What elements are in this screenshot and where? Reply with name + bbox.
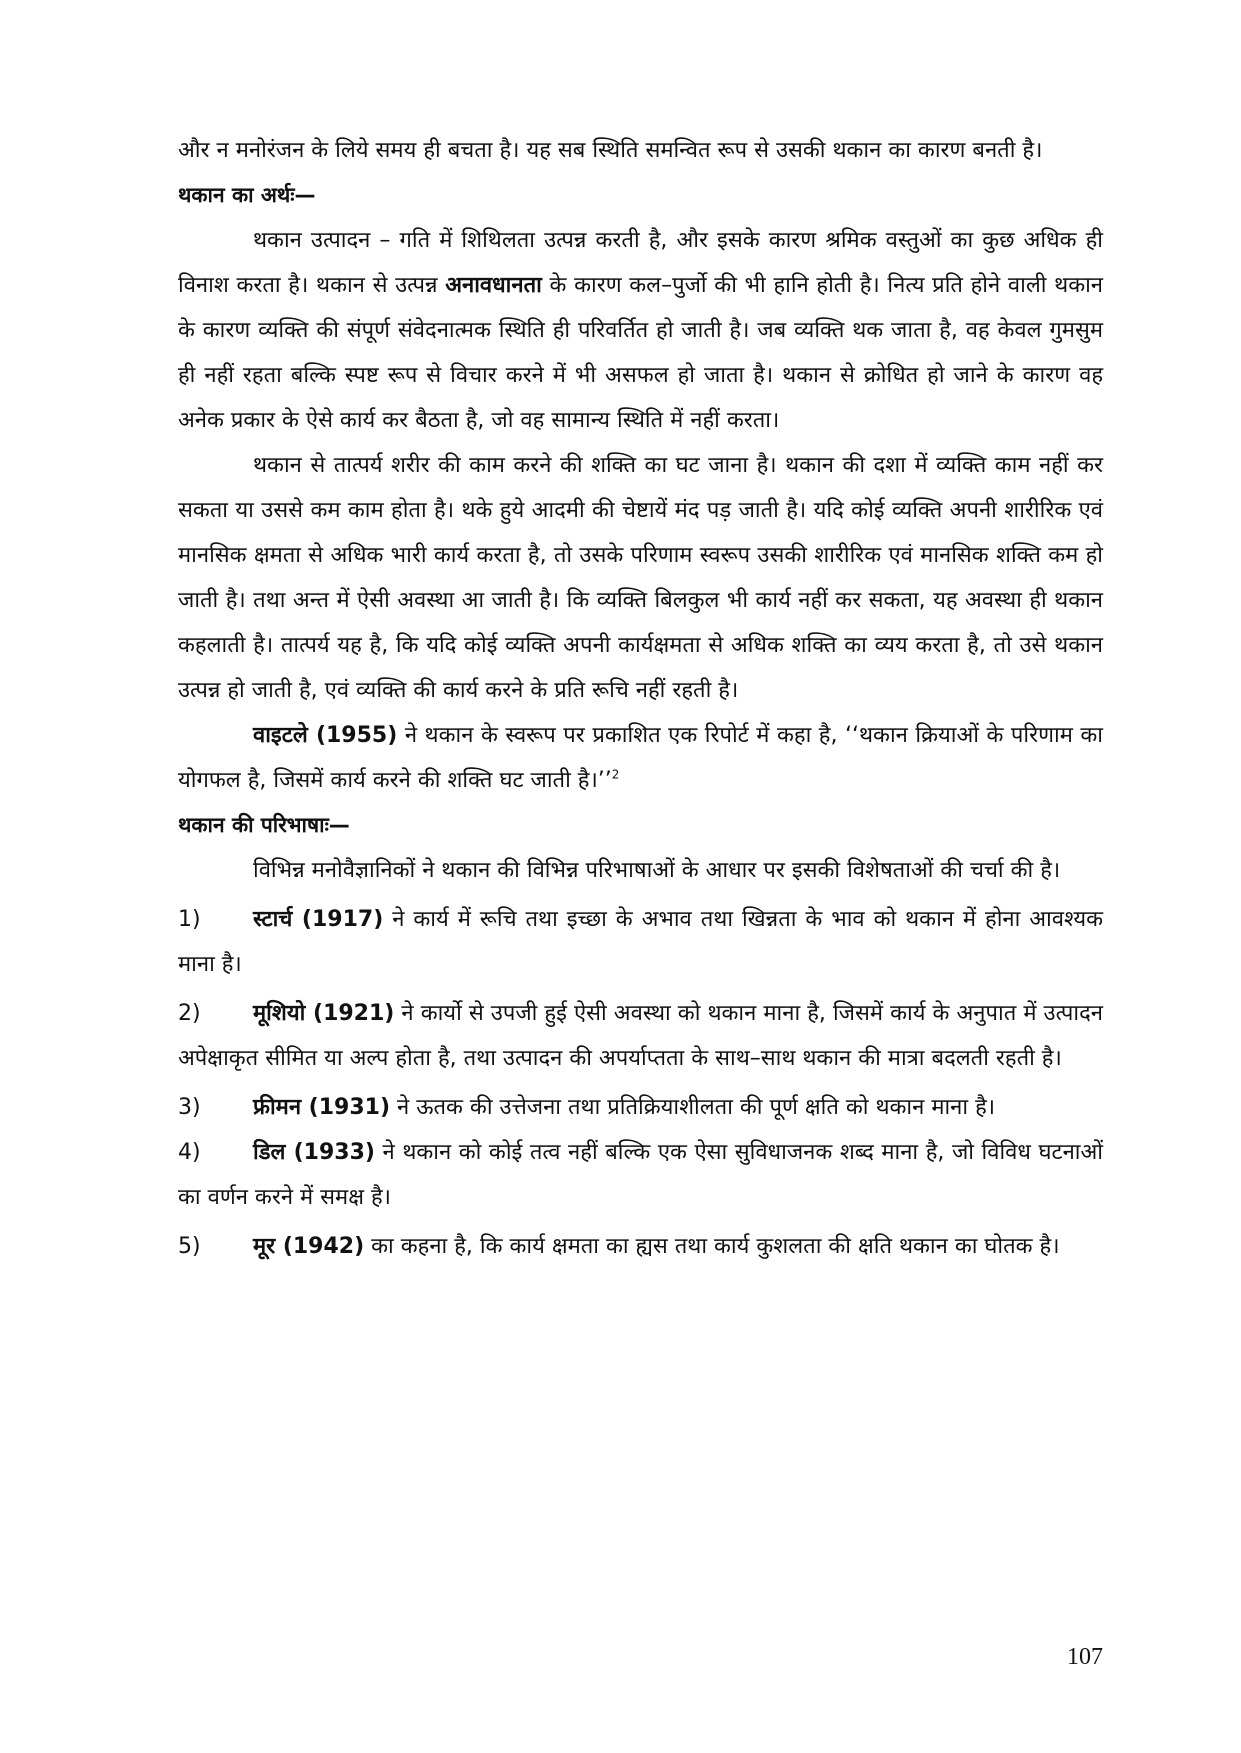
list-text: ने कार्यो से उपजी हुई ऐसी अवस्था को थकान माना है, जिसमें कार्य के अनुपात में उत्पादन अपेक्षाकृत सीमित या अल्प होता है, तथा उत्पादन की अपर्याप्तता के साथ–साथ थकान की मात्रा बदलती रहती है। xyxy=(178,1001,1103,1071)
paragraph-whitley-quote xyxy=(178,713,1103,803)
paragraph-meaning-1 xyxy=(178,218,1103,443)
list-number: 1) xyxy=(178,907,201,932)
author-citation: मूशियो (1921) xyxy=(253,1001,395,1026)
paragraph-meaning-2: थकान से तात्पर्य शरीर की काम करने की शक्ति का घट जाना है। थकान की दशा में व्यक्ति काम नहीं कर सकता या उससे कम काम होता है। थके हुये आदमी की चेष्टायें मंद पड़ जाती है। यदि कोई व्यक्ति अपनी शारीरिक एवं मानसिक क्षमता से अधिक भारी कार्य करता है, तो उसके परिणाम स्वरूप उसकी शारीरिक एवं मानसिक शक्ति कम हो जाती है। तथा अन्त में ऐसी अवस्था आ जाती है। कि व्यक्ति बिलकुल भी कार्य नहीं कर सकता, यह अवस्था ही थकान कहलाती है। तात्पर्य यह है, कि यदि कोई व्यक्ति अपनी कार्यक्षमता से अधिक शक्ति का व्यय करता है, तो उसे थकान उत्पन्न हो जाती है, एवं व्यक्ति की कार्य करने के प्रति रूचि नहीं रहती है। xyxy=(178,453,1103,703)
list-item xyxy=(178,1224,1103,1269)
list-number: 2) xyxy=(178,1001,201,1026)
list-number: 5) xyxy=(178,1234,201,1259)
body-text xyxy=(178,128,1103,1269)
paragraph-continuation: और न मनोरंजन के लिये समय ही बचता है। यह सब स्थिति समन्वित रूप से उसकी थकान का कारण बनती है। xyxy=(178,138,1043,163)
list-item xyxy=(178,991,1103,1081)
list-text: ने ऊतक की उत्तेजना तथा प्रतिक्रियाशीलता की पूर्ण क्षति को थकान माना है। xyxy=(390,1095,996,1120)
list-item xyxy=(178,897,1103,987)
bold-term: अनावधानता xyxy=(445,273,542,298)
list-item xyxy=(178,1130,1103,1220)
list-text: ने थकान को कोई तत्व नहीं बल्कि एक ऐसा सुविधाजनक शब्द माना है, जो विविध घटनाओं का वर्णन करने में समक्ष है। xyxy=(178,1140,1103,1210)
list-text: का कहना है, कि कार्य क्षमता का ह्यस तथा कार्य कुशलता की क्षति थकान का घोतक है। xyxy=(364,1234,1060,1259)
author-citation: वाइटले (1955) xyxy=(253,723,398,748)
section-heading-definition: थकान की परिभाषाः— xyxy=(178,813,350,837)
paragraph-text: के कारण कल–पुर्जो की भी हानि होती है। नित्य प्रति होने वाली थकान के कारण व्यक्ति की संपूर्ण संवेदनात्मक स्थिति ही परिवर्तित हो जाती है। जब व्यक्ति थक जाता है, वह केवल गुमसुम ही नहीं रहता बल्कि स्पष्ट रूप से विचार करने में भी असफल हो जाता है। थकान से क्रोधित हो जाने के कारण वह अनेक प्रकार के ऐसे कार्य कर बैठता है, जो वह सामान्य स्थिति में नहीं करता। xyxy=(178,273,1103,433)
list-number: 4) xyxy=(178,1140,201,1165)
author-citation: डिल (1933) xyxy=(253,1140,375,1165)
author-citation: स्टार्च (1917) xyxy=(253,907,384,932)
author-citation: मूर (1942) xyxy=(253,1234,365,1259)
footnote-marker: 2 xyxy=(611,767,620,782)
paragraph-definition-intro: विभिन्न मनोवैज्ञानिकों ने थकान की विभिन्न परिभाषाओं के आधार पर इसकी विशेषताओं की चर्चा की है। xyxy=(253,858,1061,883)
author-citation: फ्रीमन (1931) xyxy=(253,1095,391,1120)
section-heading-meaning: थकान का अर्थः— xyxy=(178,183,316,207)
list-text: ने कार्य में रूचि तथा इच्छा के अभाव तथा खिन्नता के भाव को थकान में होना आवश्यक माना है। xyxy=(178,907,1103,977)
list-number: 3) xyxy=(178,1095,201,1120)
list-item xyxy=(178,1085,1103,1130)
paragraph-text: थकान उत्पादन – गति में शिथिलता उत्पन्न करती है, और इसके कारण श्रमिक वस्तुओं का कुछ अधिक ही विनाश करता है। थकान से उत्पन्न xyxy=(178,228,1103,298)
quote-text: ने थकान के स्वरूप पर प्रकाशित एक रिपोर्ट में कहा है, ‘‘थकान क्रियाओं के परिणाम का योगफल है, जिसमें कार्य करने की शक्ति घट जाती है।’’ xyxy=(178,723,1103,793)
page-number: 107 xyxy=(1067,1644,1103,1670)
